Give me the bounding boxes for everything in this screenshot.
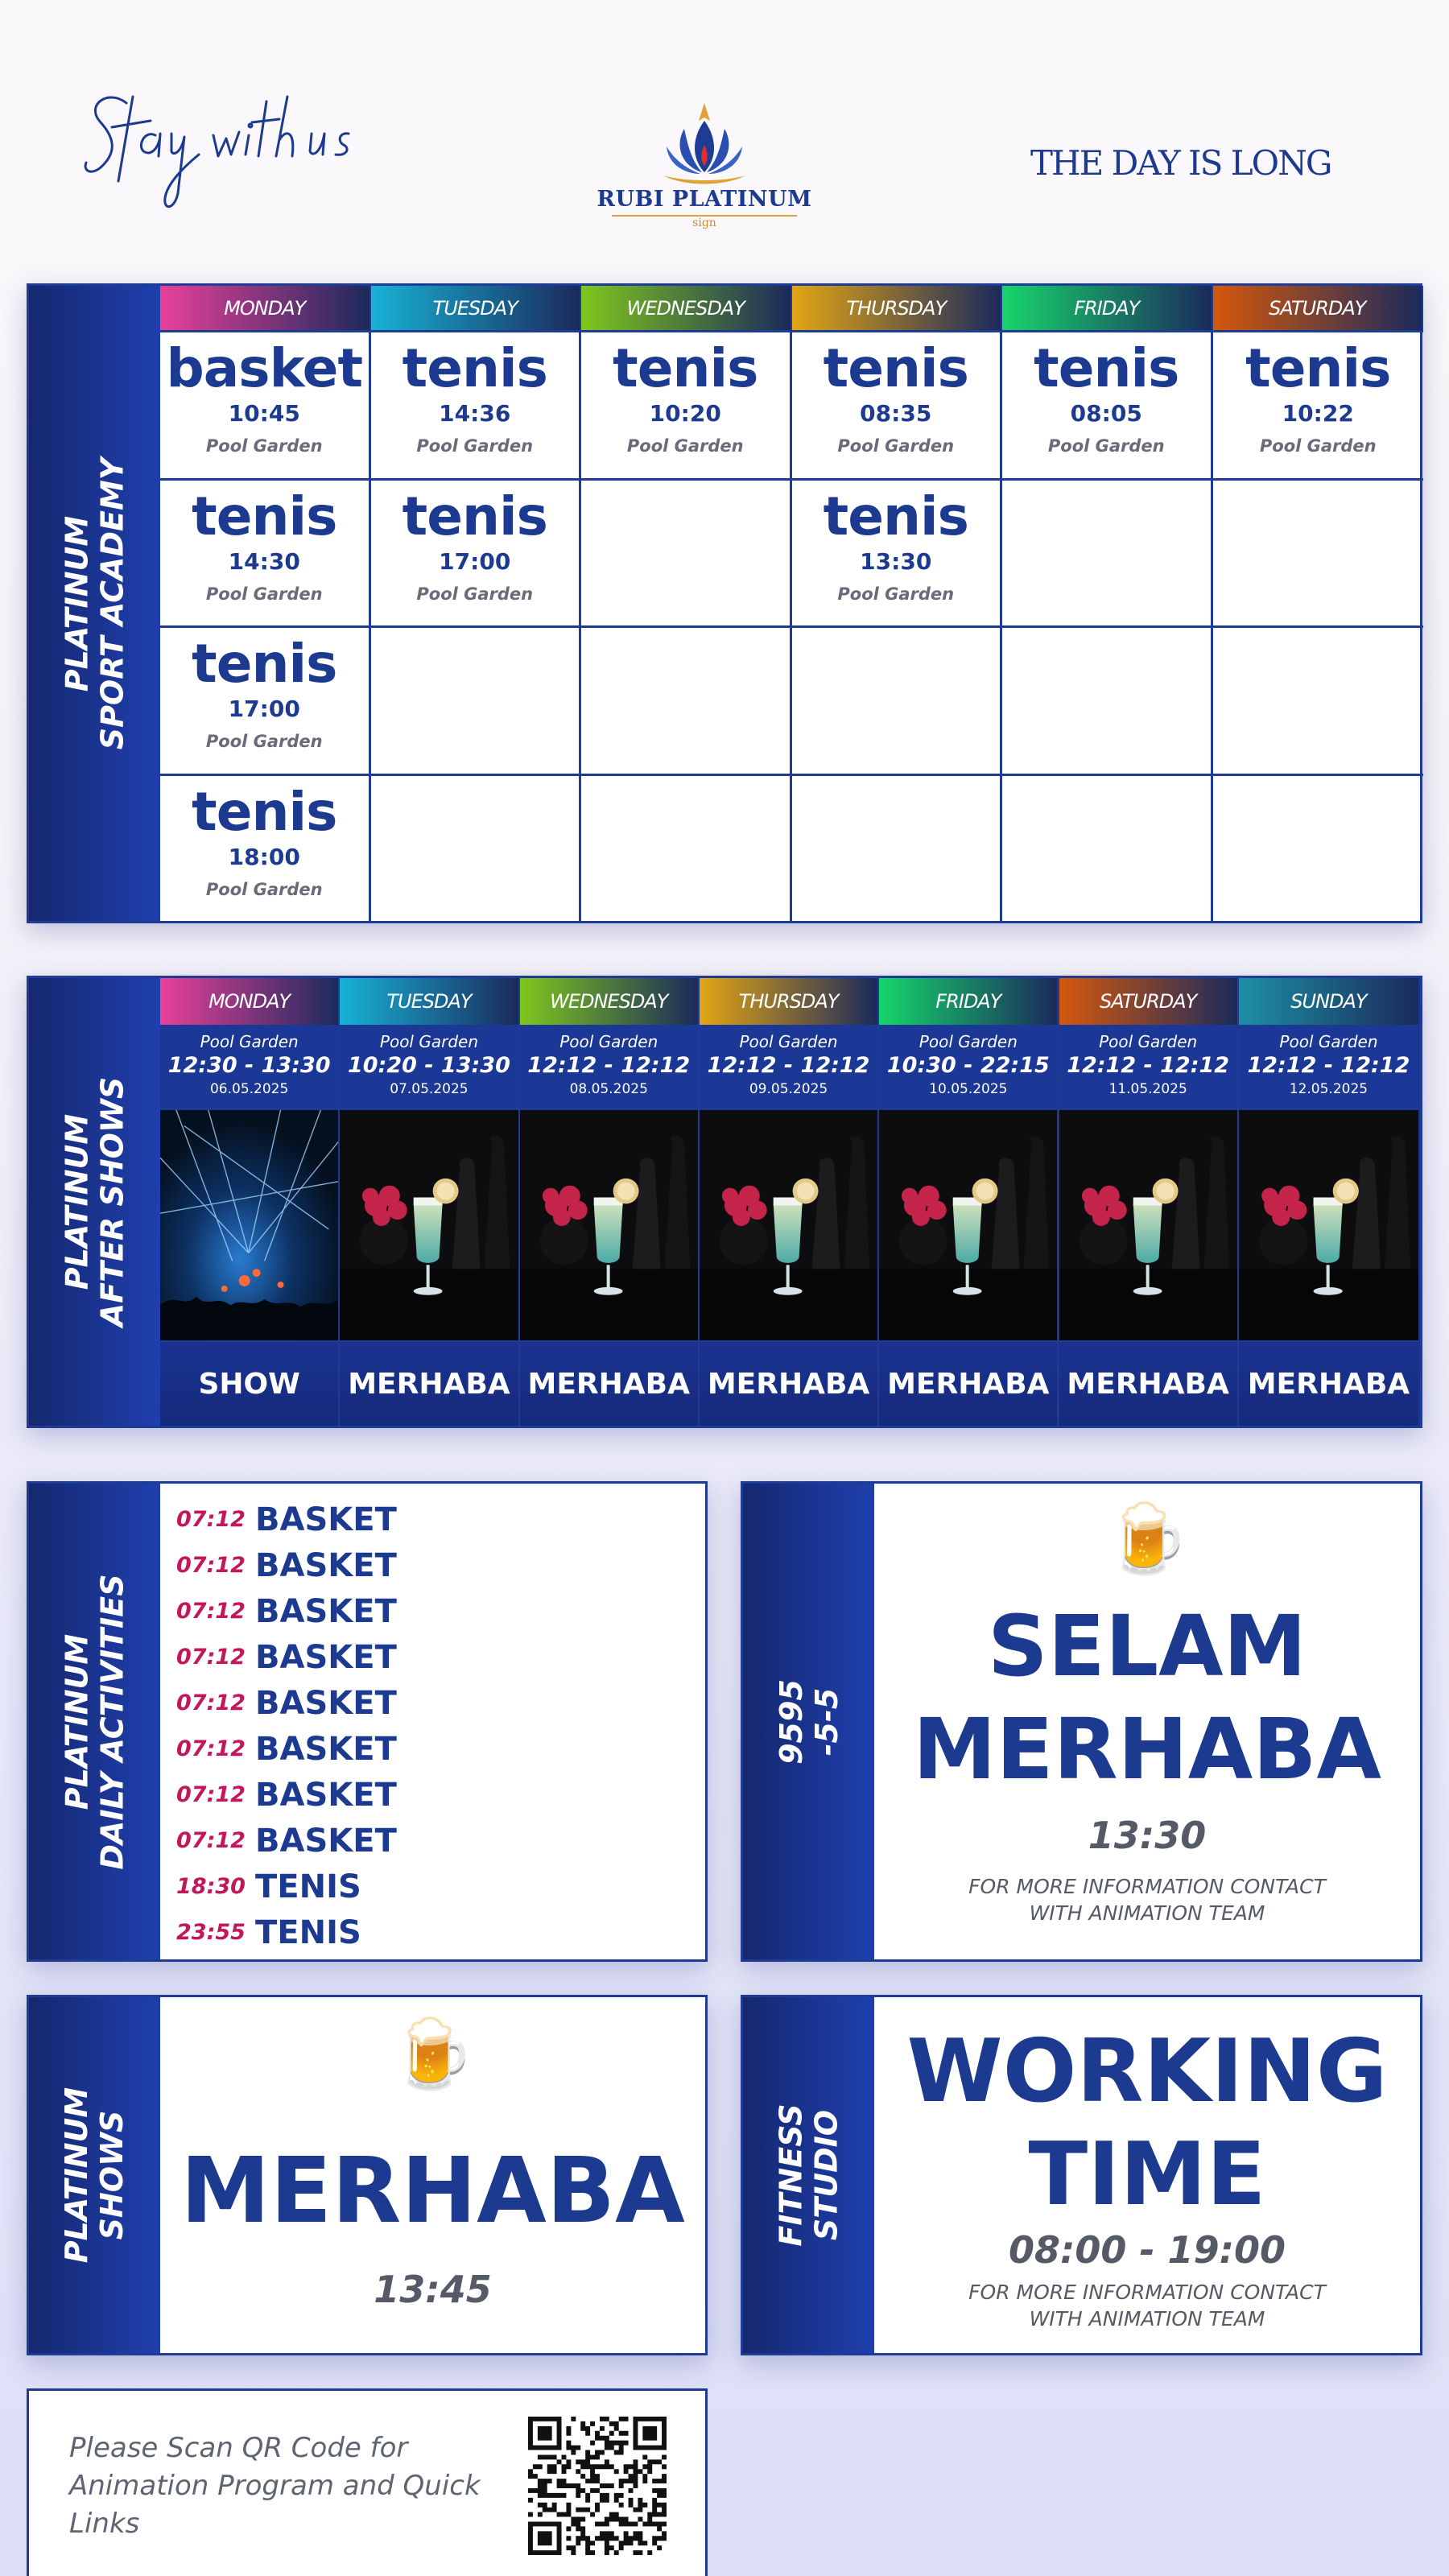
show-date: 11.05.2025: [1108, 1081, 1187, 1097]
activity-location: Pool Garden: [205, 879, 323, 899]
day-header-friday: FRIDAY: [1002, 286, 1213, 332]
sidebar-title: [60, 1574, 130, 1869]
cocktail-image: [700, 1108, 877, 1342]
activity-location: Pool Garden: [205, 732, 323, 751]
selam-merhaba-panel: [741, 1481, 1422, 1962]
show-location: Pool Garden: [1279, 1032, 1378, 1051]
fitness-content: [874, 1997, 1420, 2353]
activity-name: tenis: [402, 485, 547, 547]
show-date: 08.05.2025: [569, 1081, 648, 1097]
schedule-cell: [160, 481, 371, 629]
list-item: [176, 1909, 397, 1955]
show-date: 10.05.2025: [929, 1081, 1008, 1097]
schedule-cell: [581, 776, 792, 924]
show-time-range: 12:12 - 12:12: [527, 1053, 691, 1078]
schedule-cell: [371, 776, 582, 924]
sidebar-title-line2: DAILY ACTIVITIES: [94, 1573, 130, 1870]
show-location: Pool Garden: [919, 1032, 1018, 1051]
activity-time: 07:12: [176, 1690, 246, 1715]
schedule-cell: [160, 628, 371, 776]
daily-activities-list: [176, 1496, 397, 1955]
beer-mug-icon: 🍺: [1104, 1499, 1190, 1578]
show-date: 06.05.2025: [209, 1081, 289, 1097]
schedule-cell: [1002, 776, 1213, 924]
cocktail-image: [879, 1108, 1057, 1342]
activity-name: BASKET: [255, 1776, 397, 1814]
fitness-studio-panel: [741, 1995, 1422, 2355]
show-time-range: 10:20 - 13:30: [347, 1053, 510, 1078]
activity-location: Pool Garden: [1047, 436, 1165, 456]
day-header-thursday: THURSDAY: [792, 286, 1003, 332]
activity-name: TENIS: [255, 1868, 361, 1905]
activity-time: 13:30: [860, 547, 932, 575]
cocktail-image: [1239, 1108, 1418, 1342]
show-column-tuesday: [340, 978, 519, 1426]
daily-activities-panel: [27, 1481, 708, 1962]
qr-panel: [27, 2388, 708, 2576]
qr-code-icon[interactable]: [528, 2417, 667, 2555]
show-info: [700, 1025, 877, 1108]
brand-sub: sign: [692, 217, 716, 229]
show-column-sunday: [1239, 978, 1418, 1426]
show-column-wednesday: [520, 978, 700, 1426]
sidebar-title-line2: STUDIO: [808, 2109, 844, 2241]
list-item: [176, 1496, 397, 1542]
day-header-tuesday: TUESDAY: [371, 286, 582, 332]
activity-name: BASKET: [255, 1822, 397, 1860]
day-header-tuesday: TUESDAY: [340, 978, 518, 1025]
sidebar-title-line2: AFTER SHOWS: [94, 1076, 130, 1327]
schedule-cell: [371, 481, 582, 629]
selam-title: SELAM: [987, 1597, 1307, 1695]
activity-time: 10:20: [649, 400, 721, 427]
show-date: 07.05.2025: [390, 1081, 469, 1097]
activity-location: Pool Garden: [205, 436, 323, 456]
sport-academy-panel: [27, 283, 1422, 923]
cocktail-image: [1059, 1108, 1237, 1342]
sidebar-title-line1: PLATINUM: [59, 1113, 95, 1290]
schedule-cell: [160, 776, 371, 924]
list-item: [176, 1818, 397, 1864]
stay-with-us-signature: [76, 72, 390, 258]
activity-name: tenis: [192, 633, 337, 695]
show-name: MERHABA: [1059, 1342, 1237, 1426]
day-header-saturday: SATURDAY: [1213, 286, 1424, 332]
show-name: MERHABA: [520, 1342, 698, 1426]
sport-schedule-grid: [160, 286, 1420, 921]
schedule-cell: [792, 776, 1003, 924]
selam-content: [874, 1484, 1420, 1959]
activity-name: tenis: [613, 337, 758, 399]
sidebar-title: [60, 1077, 130, 1327]
schedule-cell: [371, 332, 582, 481]
activity-name: BASKET: [255, 1546, 397, 1584]
day-header-monday: MONDAY: [160, 286, 371, 332]
list-item: [176, 1864, 397, 1909]
brand-name: RUBI PLATINUM: [597, 187, 812, 212]
show-column-friday: [879, 978, 1059, 1426]
fitness-sidebar: [743, 1997, 874, 2353]
activity-location: Pool Garden: [837, 436, 955, 456]
sidebar-title-line2: SHOWS: [94, 2110, 130, 2240]
after-shows-panel: [27, 976, 1422, 1428]
show-name: MERHABA: [1239, 1342, 1418, 1426]
activity-location: Pool Garden: [416, 436, 534, 456]
schedule-cell: [581, 628, 792, 776]
working-hours: 08:00 - 19:00: [1009, 2228, 1286, 2272]
sidebar-title-line2: SPORT ACADEMY: [94, 457, 130, 749]
activity-time: 07:12: [176, 1553, 246, 1578]
cocktail-image: [520, 1108, 698, 1342]
show-info: [160, 1025, 338, 1108]
show-name: MERHABA: [700, 1342, 877, 1426]
event-time: 13:30: [1088, 1814, 1207, 1857]
contact-line2: WITH ANIMATION TEAM: [1029, 1901, 1265, 1925]
contact-line1: FOR MORE INFORMATION CONTACT: [968, 2281, 1326, 2304]
show-info: [1239, 1025, 1418, 1108]
contact-line2: WITH ANIMATION TEAM: [1029, 2307, 1265, 2330]
list-item: [176, 1634, 397, 1680]
header: [0, 0, 1449, 274]
daily-activities-sidebar: [29, 1484, 160, 1959]
schedule-cell: [1002, 481, 1213, 629]
show-info: [1059, 1025, 1237, 1108]
schedule-cell: [1213, 332, 1424, 481]
show-location: Pool Garden: [379, 1032, 478, 1051]
sport-academy-sidebar: [29, 286, 160, 921]
activity-time: 07:12: [176, 1507, 246, 1532]
merhaba-title: MERHABA: [180, 2139, 685, 2244]
activity-time: 07:12: [176, 1645, 246, 1670]
activity-name: basket: [166, 337, 362, 399]
schedule-cell: [1213, 776, 1424, 924]
activity-time: 10:45: [228, 400, 300, 427]
shows-content: [160, 1997, 705, 2353]
activity-time: 07:12: [176, 1736, 246, 1761]
schedule-cell: [160, 332, 371, 481]
activity-time: 18:00: [228, 843, 300, 870]
activity-name: BASKET: [255, 1638, 397, 1676]
time-title: TIME: [1028, 2124, 1266, 2225]
tagline: THE DAY IS LONG: [1030, 143, 1331, 183]
activity-location: Pool Garden: [416, 584, 534, 604]
sidebar-title: [774, 2103, 844, 2246]
activity-name: BASKET: [255, 1730, 397, 1768]
activity-name: TENIS: [255, 1913, 361, 1951]
activity-name: tenis: [823, 485, 968, 547]
after-shows-sidebar: [29, 978, 160, 1426]
sidebar-title-line1: 9595: [773, 1678, 809, 1765]
activity-location: Pool Garden: [1259, 436, 1377, 456]
day-header-wednesday: WEDNESDAY: [581, 286, 792, 332]
schedule-cell: [792, 628, 1003, 776]
show-location: Pool Garden: [559, 1032, 658, 1051]
sidebar-title-line1: PLATINUM: [59, 1633, 95, 1810]
activity-name: BASKET: [255, 1592, 397, 1630]
activity-time: 08:35: [860, 400, 932, 427]
list-item: [176, 1726, 397, 1772]
working-title: WORKING: [906, 2021, 1388, 2122]
schedule-cell: [371, 628, 582, 776]
show-date: 09.05.2025: [749, 1081, 828, 1097]
activity-time: 18:30: [176, 1874, 246, 1899]
event-time: 13:45: [374, 2268, 492, 2311]
schedule-cell: [1213, 628, 1424, 776]
show-name: MERHABA: [879, 1342, 1057, 1426]
script-logo: [76, 72, 390, 258]
schedule-cell: [792, 332, 1003, 481]
schedule-cell: [792, 481, 1003, 629]
activity-name: BASKET: [255, 1684, 397, 1722]
list-item: [176, 1680, 397, 1726]
activity-time: 08:05: [1070, 400, 1142, 427]
show-location: Pool Garden: [739, 1032, 838, 1051]
activity-time: 17:00: [228, 696, 300, 722]
activity-name: BASKET: [255, 1501, 397, 1538]
show-location: Pool Garden: [1099, 1032, 1198, 1051]
activity-location: Pool Garden: [626, 436, 744, 456]
schedule-cell: [1002, 628, 1213, 776]
cocktail-image: [340, 1108, 518, 1342]
schedule-cell: [581, 332, 792, 481]
day-header-friday: FRIDAY: [879, 978, 1057, 1025]
sidebar-title-line1: PLATINUM: [59, 515, 95, 691]
day-header-sunday: SUNDAY: [1239, 978, 1418, 1025]
list-item: [176, 1772, 397, 1818]
activity-name: tenis: [823, 337, 968, 399]
show-column-saturday: [1059, 978, 1239, 1426]
activity-time: 23:55: [176, 1920, 246, 1945]
list-item: [176, 1542, 397, 1588]
day-header-thursday: THURSDAY: [700, 978, 877, 1025]
day-header-saturday: SATURDAY: [1059, 978, 1237, 1025]
lotus-crown-icon: [652, 89, 757, 193]
activity-name: tenis: [1034, 337, 1179, 399]
beer-mug-icon: 🍺: [390, 2014, 475, 2093]
show-info: [879, 1025, 1057, 1108]
show-date: 12.05.2025: [1289, 1081, 1368, 1097]
sidebar-title: [60, 2087, 130, 2263]
after-shows-grid: [160, 978, 1420, 1426]
sidebar-title-line1: PLATINUM: [59, 2087, 95, 2264]
day-header-wednesday: WEDNESDAY: [520, 978, 698, 1025]
sidebar-title: [773, 1679, 844, 1765]
show-name: SHOW: [160, 1342, 338, 1426]
qr-instruction: Please Scan QR Code for Animation Program and Quick Links: [69, 2432, 481, 2540]
merhaba-title: MERHABA: [913, 1700, 1381, 1798]
activity-time: 10:22: [1282, 400, 1354, 427]
activity-name: tenis: [192, 485, 337, 547]
activity-time: 14:30: [228, 547, 300, 575]
list-item: [176, 1588, 397, 1634]
show-info: [520, 1025, 698, 1108]
platinum-shows-panel: [27, 1995, 708, 2355]
schedule-cell: [581, 481, 792, 629]
show-time-range: 12:12 - 12:12: [1067, 1053, 1230, 1078]
show-time-range: 10:30 - 22:15: [886, 1053, 1050, 1078]
activity-name: tenis: [1245, 337, 1391, 399]
schedule-cell: [1213, 481, 1424, 629]
sidebar-title-line2: -5-5: [808, 1687, 844, 1756]
show-time-range: 12:12 - 12:12: [1247, 1053, 1410, 1078]
activity-name: tenis: [402, 337, 547, 399]
contact-line1: FOR MORE INFORMATION CONTACT: [968, 1875, 1326, 1898]
schedule-cell: [1002, 332, 1213, 481]
show-time-range: 12:12 - 12:12: [707, 1053, 870, 1078]
activity-time: 07:12: [176, 1782, 246, 1807]
activity-location: Pool Garden: [837, 584, 955, 604]
show-column-monday: [160, 978, 340, 1426]
show-location: Pool Garden: [200, 1032, 299, 1051]
brand-logo: [596, 89, 813, 233]
sidebar-title-line1: FITNESS: [773, 2103, 809, 2247]
show-column-thursday: [700, 978, 879, 1426]
sidebar-title: [60, 457, 130, 749]
show-name: MERHABA: [340, 1342, 518, 1426]
activity-location: Pool Garden: [205, 584, 323, 604]
show-time-range: 12:30 - 13:30: [167, 1053, 331, 1078]
day-header-monday: MONDAY: [160, 978, 338, 1025]
activity-name: tenis: [192, 780, 337, 843]
selam-sidebar: [743, 1484, 874, 1959]
activity-time: 14:36: [439, 400, 511, 427]
activity-time: 07:12: [176, 1599, 246, 1624]
activity-time: 07:12: [176, 1828, 246, 1853]
show-info: [340, 1025, 518, 1108]
concert-image: [160, 1108, 338, 1342]
shows-sidebar: [29, 1997, 160, 2353]
brand-divider: [612, 215, 797, 217]
activity-time: 17:00: [439, 547, 511, 575]
